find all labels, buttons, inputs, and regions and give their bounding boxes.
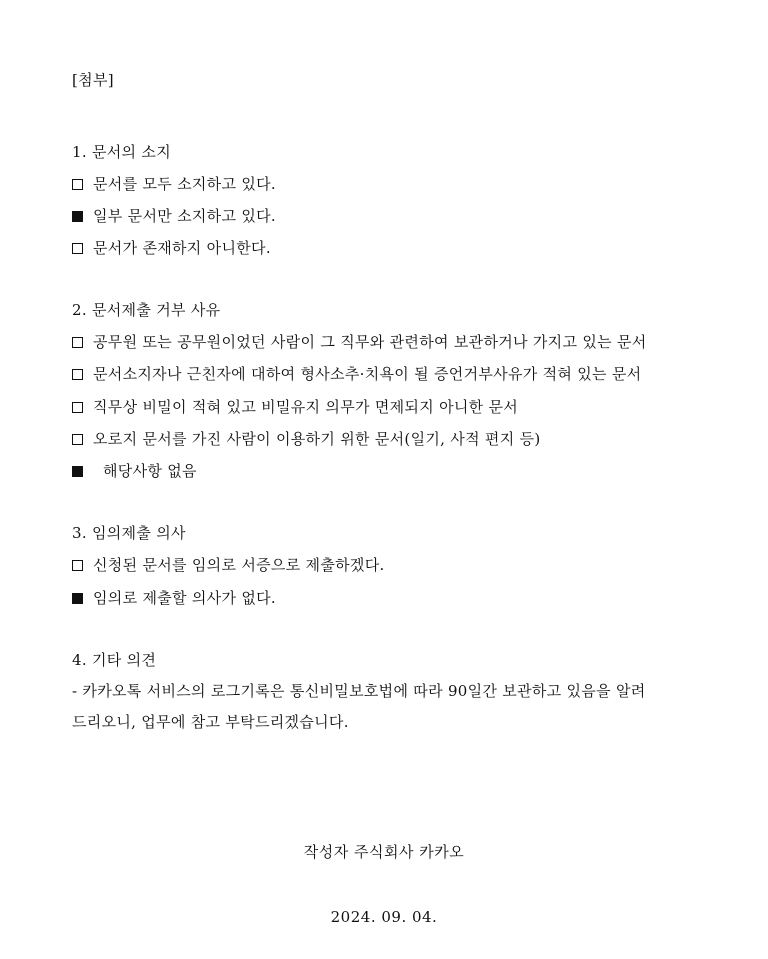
section-1-heading: 1. 문서의 소지 <box>72 143 171 161</box>
section-2-item-2 <box>72 364 641 384</box>
section-1-item-3 <box>72 238 271 258</box>
checked-box-icon <box>72 593 83 604</box>
unchecked-box-icon <box>72 434 83 445</box>
item-text: 직무상 비밀이 적혀 있고 비밀유지 의무가 면제되지 아니한 문서 <box>93 398 519 416</box>
checked-box-icon <box>72 466 83 477</box>
author-line: 작성자 주식회사 카카오 <box>303 843 465 861</box>
section-2-item-5 <box>72 461 197 481</box>
section-2-item-4 <box>72 429 541 449</box>
section-3-heading: 3. 임의제출 의사 <box>72 524 186 542</box>
unchecked-box-icon <box>72 337 83 348</box>
item-text: 해당사항 없음 <box>103 462 197 480</box>
section-4-heading: 4. 기타 의견 <box>72 651 157 669</box>
section-3-item-1 <box>72 555 385 575</box>
item-text: 오로지 문서를 가진 사람이 이용하기 위한 문서(일기, 사적 편지 등) <box>93 430 541 448</box>
item-text: 문서소지자나 근친자에 대하여 형사소추·치욕이 될 증언거부사유가 적혀 있는 문서 <box>93 365 642 383</box>
item-text: 신청된 문서를 임의로 서증으로 제출하겠다. <box>93 556 385 574</box>
item-text: 문서가 존재하지 아니한다. <box>93 239 271 257</box>
section-2-item-1 <box>72 332 647 352</box>
section-2-heading: 2. 문서제출 거부 사유 <box>72 301 221 319</box>
item-text: 공무원 또는 공무원이었던 사람이 그 직무와 관련하여 보관하거나 가지고 있는 문서 <box>93 333 647 351</box>
item-text: 임의로 제출할 의사가 없다. <box>93 589 276 607</box>
attachment-label: [첨부] <box>72 71 114 89</box>
item-text: 문서를 모두 소지하고 있다. <box>93 175 276 193</box>
section-2-item-3 <box>72 397 518 417</box>
unchecked-box-icon <box>72 560 83 571</box>
unchecked-box-icon <box>72 402 83 413</box>
checked-box-icon <box>72 211 83 222</box>
section-1-item-1 <box>72 174 276 194</box>
date-line: 2024. 09. 04. <box>330 908 438 926</box>
opinion-line-2: 드리오니, 업무에 참고 부탁드리겠습니다. <box>72 713 349 731</box>
section-1-item-2 <box>72 206 276 226</box>
unchecked-box-icon <box>72 243 83 254</box>
item-text: 일부 문서만 소지하고 있다. <box>93 207 276 225</box>
opinion-line-1: - 카카오톡 서비스의 로그기록은 통신비밀보호법에 따라 90일간 보관하고 있음을 알려 <box>72 682 646 700</box>
unchecked-box-icon <box>72 369 83 380</box>
section-3-item-2 <box>72 588 276 608</box>
unchecked-box-icon <box>72 179 83 190</box>
